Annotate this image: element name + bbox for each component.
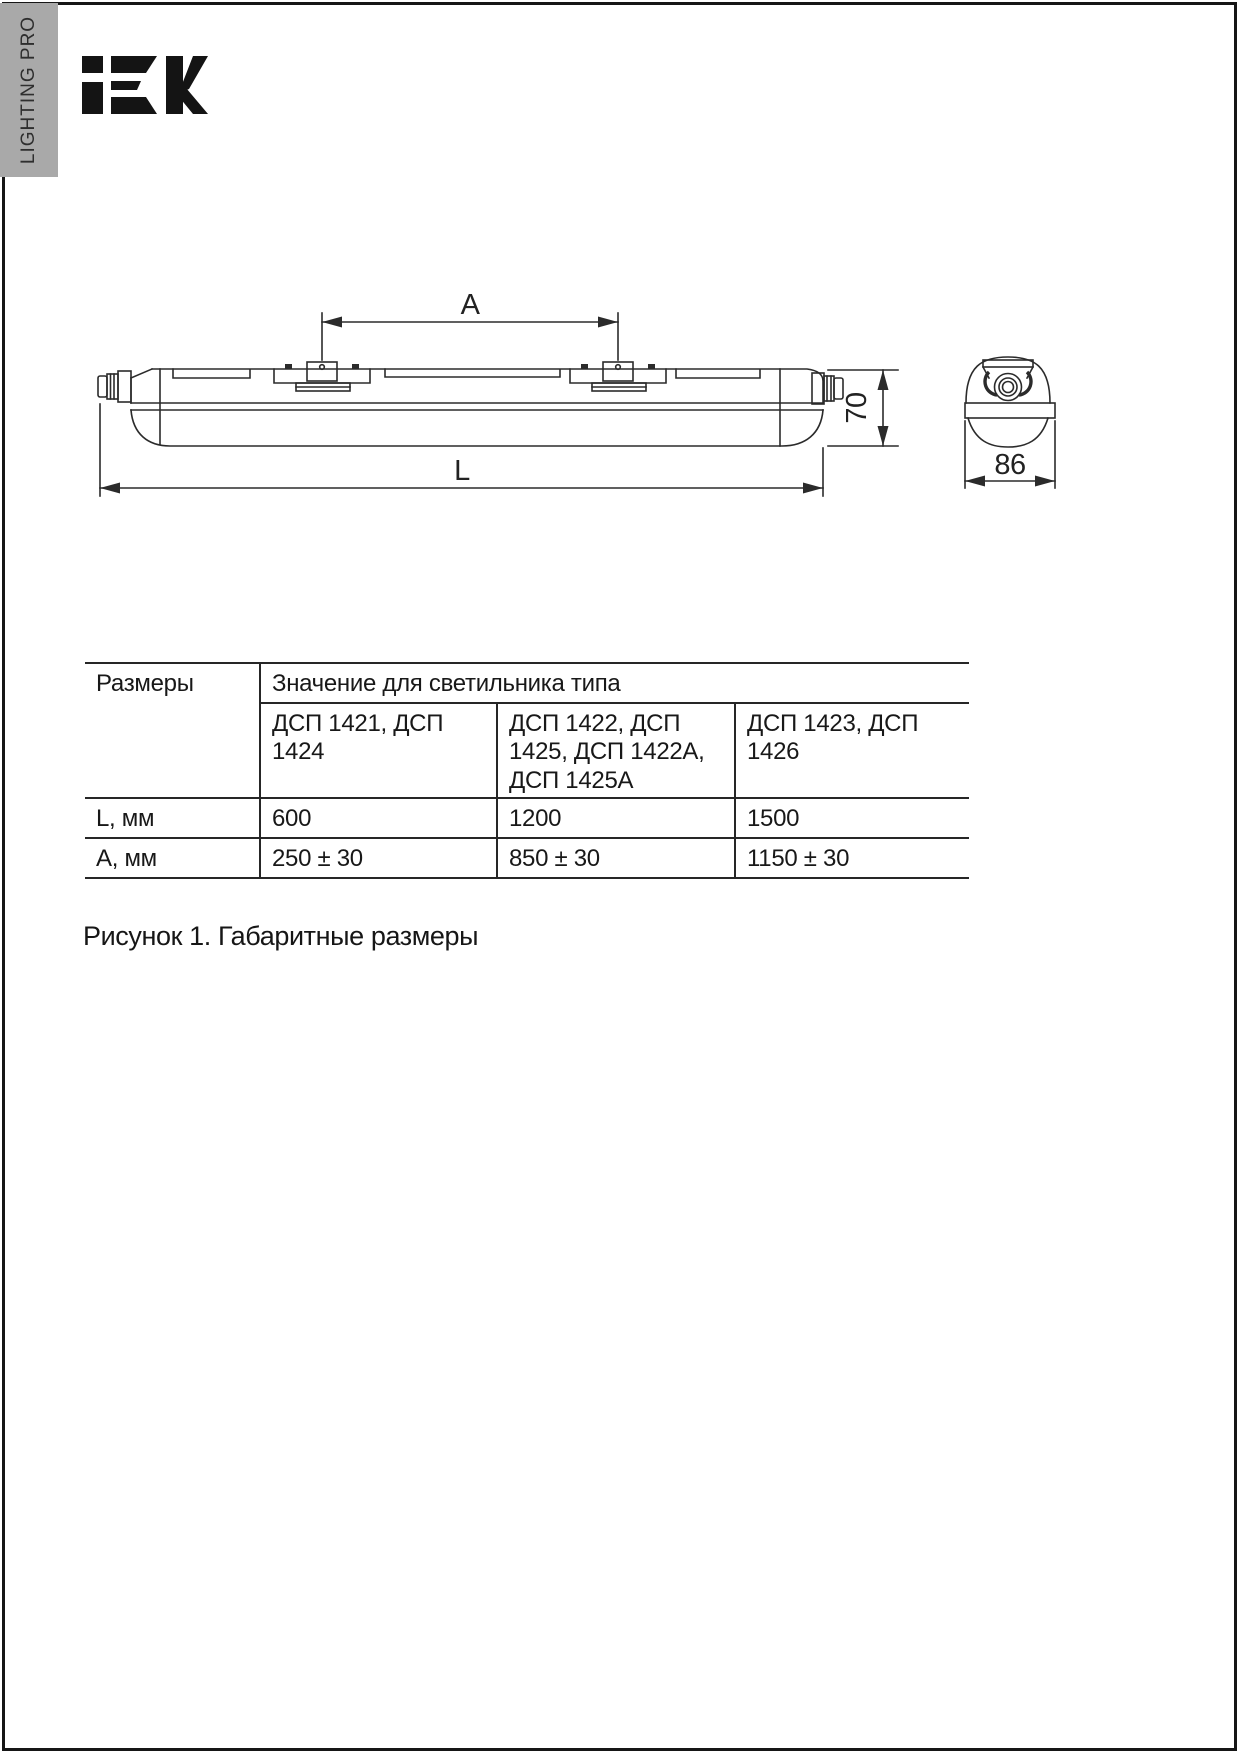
- value-a-2: 850 ± 30: [497, 838, 735, 878]
- row-label-a: А, мм: [85, 838, 260, 878]
- value-a-1: 250 ± 30: [260, 838, 497, 878]
- table-header-type-3: ДСП 1423, ДСП 1426: [735, 703, 969, 798]
- table-header-dimensions: Размеры: [85, 663, 260, 798]
- right-mounting-clip-icon: [570, 362, 666, 391]
- value-l-1: 600: [260, 798, 497, 838]
- row-label-l: L, мм: [85, 798, 260, 838]
- table-header-type-2: ДСП 1422, ДСП 1425, ДСП 1422А, ДСП 1425А: [497, 703, 735, 798]
- dimension-a: [322, 289, 618, 360]
- left-mounting-clip-icon: [274, 362, 370, 391]
- dimension-l: [100, 404, 823, 496]
- figure-caption: Рисунок 1. Габаритные размеры: [83, 921, 479, 951]
- side-banner-label: LIGHTING PRO: [18, 15, 39, 165]
- value-l-3: 1500: [735, 798, 969, 838]
- iek-logo-icon: [82, 56, 208, 115]
- table-header-type-1: ДСП 1421, ДСП 1424: [260, 703, 497, 798]
- value-l-2: 1200: [497, 798, 735, 838]
- value-a-3: 1150 ± 30: [735, 838, 969, 878]
- dimensions-table: [85, 662, 969, 879]
- dimension-height-70: [828, 370, 898, 446]
- luminaire-drawing-icon: [60, 250, 1100, 530]
- iek-logo: [82, 56, 208, 115]
- end-view: [965, 357, 1055, 488]
- table-row-a: [85, 838, 969, 878]
- dimensional-drawing: [60, 250, 1100, 530]
- left-cable-gland-icon: [98, 371, 131, 402]
- dim-70-label: 70: [841, 392, 873, 424]
- side-banner: [0, 3, 58, 177]
- right-cable-gland-icon: [812, 373, 843, 404]
- dim-l-label: L: [454, 455, 470, 487]
- dim-a-label: A: [460, 289, 480, 321]
- table-row-length: [85, 798, 969, 838]
- dim-86-label: 86: [994, 449, 1026, 481]
- table-header-group: Значение для светильника типа: [260, 663, 969, 703]
